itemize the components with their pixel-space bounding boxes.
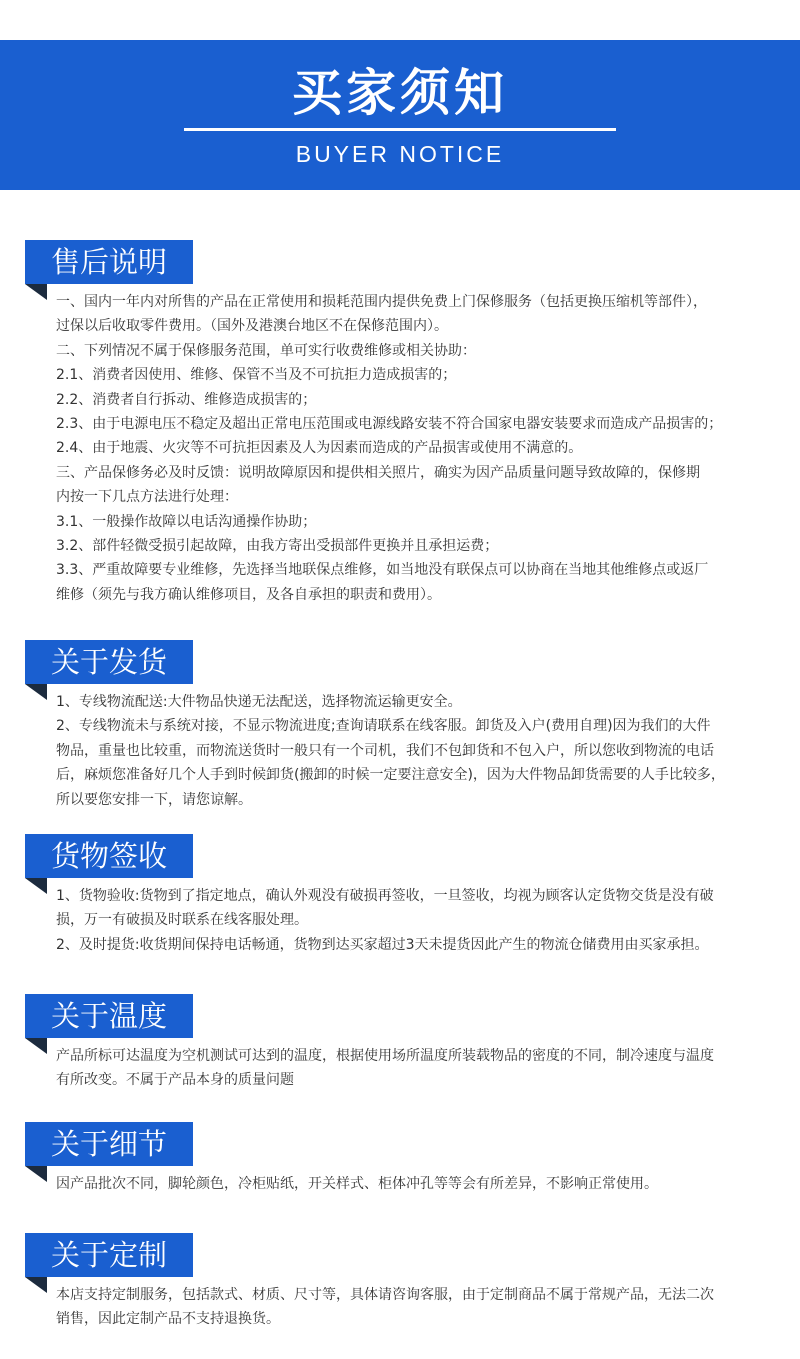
section-text-line: 二、下列情况不属于保修服务范围，单可实行收费维修或相关协助：	[56, 342, 476, 359]
section-text-line: 三、产品保修务必及时反馈：说明故障原因和提供相关照片，确实为因产品质量问题导致故障的，保修期	[56, 464, 700, 481]
section-text-line: 维修（须先与我方确认维修项目，及各自承担的职责和费用）。	[56, 586, 441, 603]
section-body	[56, 1044, 772, 1093]
section-text-line: 因产品批次不同，脚轮颜色，冷柜贴纸，开关样式、柜体冲孔等等会有所差异，不影响正常使用。	[56, 1176, 658, 1192]
section-text-line: 3.3、严重故障要专业维修，先选择当地联保点维修，如当地没有联保点可以协商在当地其他维修点或返厂	[56, 562, 709, 579]
section-text-line: 2.3、由于电源电压不稳定及超出正常电压范围或电源线路安装不符合国家电器安装要求而造成产品损害的；	[56, 416, 723, 433]
section-body	[56, 290, 772, 607]
section-title: 关于细节	[50, 1127, 167, 1161]
section-text-line: 1、专线物流配送:大件物品快递无法配送，选择物流运输更安全。	[56, 694, 462, 710]
section-title: 关于温度	[50, 999, 167, 1033]
section-heading-box	[25, 240, 193, 284]
section-text-line: 1、货物验收:货物到了指定地点，确认外观没有破损再签收，一旦签收，均视为顾客认定货物交货是没有破	[56, 888, 714, 904]
heading-fold-decoration	[25, 1166, 47, 1182]
section-title: 关于定制	[50, 1238, 167, 1272]
section-text-line: 2.4、由于地震、火灾等不可抗拒因素及人为因素而造成的产品损害或使用不满意的。	[56, 440, 583, 457]
section-text-line: 2.1、消费者因使用、维修、保管不当及不可抗拒力造成损害的；	[56, 367, 457, 384]
section-text-line: 后，麻烦您准备好几个人手到时候卸货(搬卸的时候一定要注意安全)，因为大件物品卸货需要的人手比较多，	[56, 767, 725, 784]
section-title: 关于发货	[50, 645, 167, 679]
page-subtitle: BUYER NOTICE	[295, 141, 505, 167]
section-heading-box	[25, 640, 193, 684]
heading-fold-decoration	[25, 878, 47, 894]
section-body	[56, 884, 772, 957]
section-heading-box	[25, 834, 193, 878]
section-text-line: 所以要您安排一下，请您谅解。	[56, 791, 252, 808]
section-text-line: 产品所标可达温度为空机测试可达到的温度，根据使用场所温度所装载物品的密度的不同，制冷速度与温度	[56, 1048, 714, 1064]
section-text-line: 物品，重量也比较重，而物流送货时一般只有一个司机，我们不包卸货和不包入户，所以您收到物流的电话	[56, 742, 714, 759]
section-body	[56, 1283, 772, 1332]
section-text-line: 2、及时提货:收货期间保持电话畅通，货物到达买家超过3天未提货因此产生的物流仓储费用由买家承担。	[56, 936, 709, 953]
title-divider	[184, 128, 616, 131]
heading-fold-decoration	[25, 1277, 47, 1293]
heading-fold-decoration	[25, 1038, 47, 1054]
heading-fold-decoration	[25, 284, 47, 300]
section-title: 售后说明	[50, 245, 167, 279]
section-text-line: 销售，因此定制产品不支持退换货。	[56, 1311, 280, 1328]
section-text-line: 2.2、消费者自行拆动、维修造成损害的；	[56, 391, 317, 408]
section-text-line: 有所改变。不属于产品本身的质量问题	[56, 1072, 294, 1089]
section-title: 货物签收	[50, 839, 167, 873]
section-body	[56, 690, 772, 812]
section-text-line: 过保以后收取零件费用。（国外及港澳台地区不在保修范围内）。	[56, 318, 448, 335]
section-heading-box	[25, 994, 193, 1038]
section-text-line: 损，万一有破损及时联系在线客服处理。	[56, 912, 308, 929]
section-text-line: 3.1、一般操作故障以电话沟通操作协助；	[56, 513, 317, 530]
section-text-line: 内按一下几点方法进行处理：	[56, 489, 238, 506]
section-text-line: 本店支持定制服务，包括款式、材质、尺寸等，具体请咨询客服，由于定制商品不属于常规产品，无法二次	[56, 1287, 714, 1303]
section-text-line: 3.2、部件轻微受损引起故障，由我方寄出受损部件更换并且承担运费；	[56, 538, 499, 555]
page-title: 买家须知	[292, 64, 508, 122]
heading-fold-decoration	[25, 684, 47, 700]
section-heading-box	[25, 1233, 193, 1277]
section-text-line: 2、专线物流未与系统对接，不显示物流进度;查询请联系在线客服。卸货及入户(费用自理)因为我们的大件	[56, 718, 711, 735]
section-heading-box	[25, 1122, 193, 1166]
section-text-line: 一、国内一年内对所售的产品在正常使用和损耗范围内提供免费上门保修服务（包括更换压缩机等部件），	[56, 294, 707, 310]
section-body	[56, 1172, 772, 1196]
